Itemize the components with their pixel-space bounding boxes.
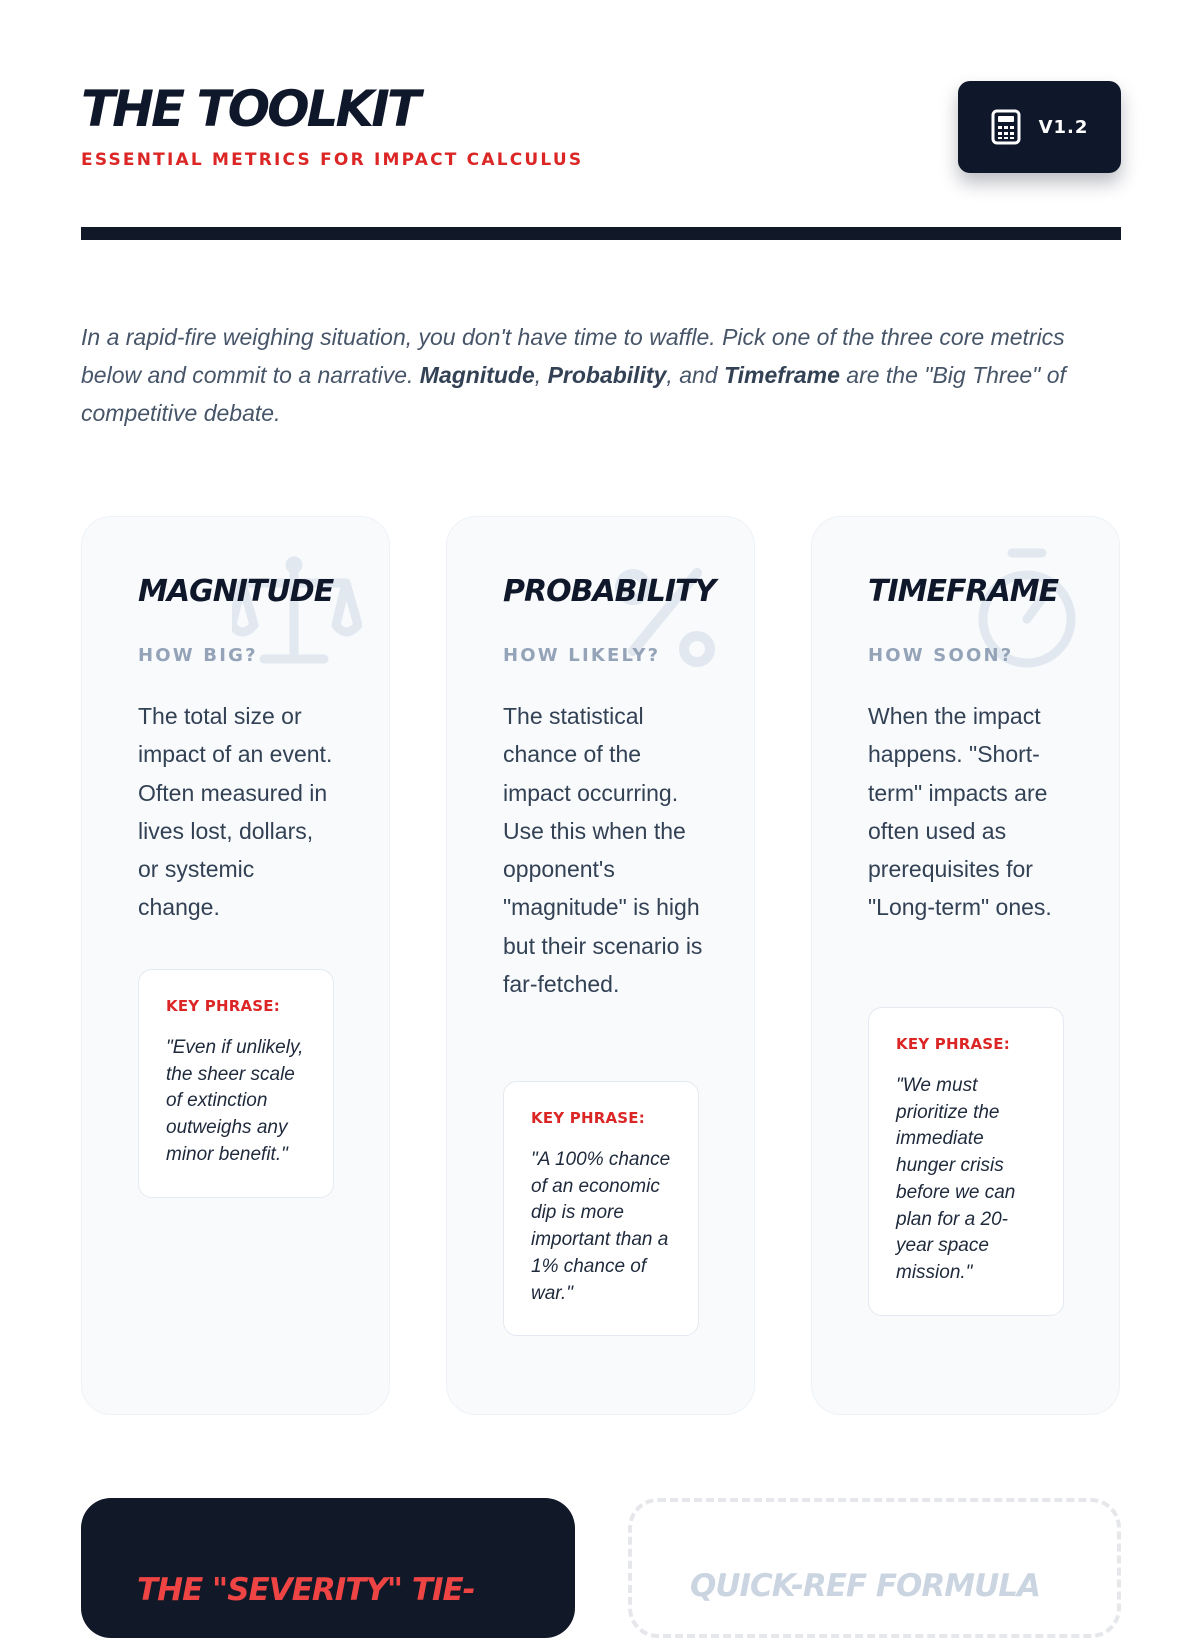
version-badge[interactable] [958,81,1121,173]
metric-card-probability [446,516,755,1415]
key-phrase-box [138,969,334,1198]
intro-separator: , and [666,362,724,388]
key-phrase-label: KEY PHRASE: [531,1109,645,1127]
version-label: V1.2 [1038,116,1089,138]
key-phrase-label: KEY PHRASE: [896,1035,1010,1053]
card-question: HOW BIG? [138,645,258,666]
card-question: HOW SOON? [868,645,1014,666]
metric-card-timeframe [811,516,1120,1415]
intro-term-timeframe: Timeframe [723,362,840,388]
key-phrase-text: "Even if unlikely, the sheer scale of extinction outweighs any minor benefit." [166,1037,304,1165]
metric-card-magnitude [81,516,390,1415]
key-phrase-box [503,1081,699,1336]
card-title: PROBABILITY [503,574,716,609]
intro-term-probability: Probability [547,362,667,388]
intro-text: In a rapid-fire weighing situation, you don't have time to waffle. Pick one of the three core metrics below and commit to a narrative. [81,324,1065,388]
header [81,78,1121,178]
card-title: TIMEFRAME [868,574,1059,609]
key-phrase-box [868,1007,1064,1316]
header-divider [81,227,1121,240]
card-description: When the impact happens. "Short-term" impacts are often used as prerequisites for "Long-term" ones. [868,703,1052,921]
page-subtitle: ESSENTIAL METRICS FOR IMPACT CALCULUS [81,150,584,170]
card-description: The total size or impact of an event. Often measured in lives lost, dollars, or systemic change. [138,703,333,921]
key-phrase-label: KEY PHRASE: [166,997,280,1015]
severity-title: THE "SEVERITY" TIE- [137,1572,475,1608]
intro-separator: , [534,362,548,388]
quick-ref-formula-card [628,1498,1121,1638]
key-phrase-text: "A 100% chance of an economic dip is more important than a 1% chance of war." [531,1149,671,1304]
page-title: THE TOOLKIT [81,80,418,138]
intro-paragraph [81,318,1131,432]
intro-text-end: are the "Big Three" of competitive debate. [81,362,1066,426]
severity-tiebreaker-card [81,1498,575,1638]
intro-term-magnitude: Magnitude [419,362,535,388]
calculator-icon [991,109,1021,145]
key-phrase-text: "We must prioritize the immediate hunger crisis before we can plan for a 20-year space mission." [896,1075,1016,1283]
card-description: The statistical chance of the impact occurring. Use this when the opponent's "magnitude" is high but their scenario is far-fetched. [503,703,703,998]
card-title: MAGNITUDE [138,574,334,609]
formula-title: QUICK-REF FORMULA [690,1568,1041,1604]
card-question: HOW LIKELY? [503,645,661,666]
